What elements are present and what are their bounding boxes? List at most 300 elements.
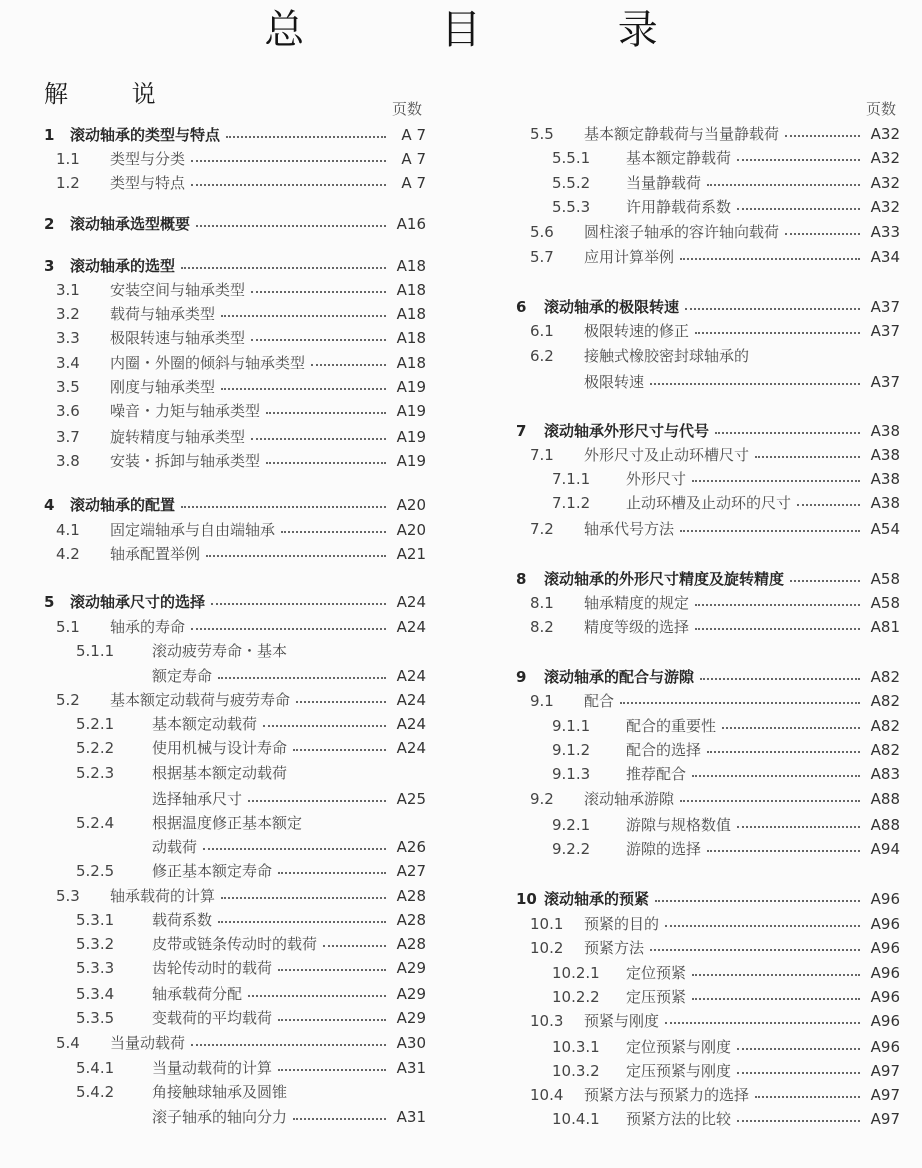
toc-entry[interactable] xyxy=(552,814,900,836)
toc-entry-title: 当量动载荷的计算 xyxy=(152,1059,273,1077)
toc-entry-number: 7.2 xyxy=(530,520,554,538)
toc-entry-page: A24 xyxy=(396,691,426,709)
toc-entry-page: A24 xyxy=(396,667,426,685)
toc-entry-number: 3.5 xyxy=(56,378,80,396)
toc-entry-title: 使用机械与设计寿命 xyxy=(152,739,288,757)
dot-leader xyxy=(737,1048,860,1050)
toc-entry-page: A96 xyxy=(870,1012,900,1030)
toc-chapter-entry[interactable] xyxy=(44,494,426,516)
toc-entry-title: 外形尺寸 xyxy=(626,470,687,488)
toc-entry-title: 精度等级的选择 xyxy=(584,618,690,636)
toc-entry-title: 游隙的选择 xyxy=(626,840,702,858)
toc-entry-page: A96 xyxy=(870,1038,900,1056)
toc-entry-page: A96 xyxy=(870,939,900,957)
toc-entry-page: A37 xyxy=(870,298,900,316)
toc-entry-number: 4.1 xyxy=(56,521,80,539)
toc-entry[interactable] xyxy=(552,492,900,514)
toc-entry-title: 滚子轴承的轴向分力 xyxy=(152,1108,288,1126)
dot-leader xyxy=(248,800,386,802)
dot-leader xyxy=(722,727,860,729)
dot-leader xyxy=(692,998,860,1000)
dot-leader xyxy=(692,480,860,482)
toc-entry-page: A20 xyxy=(396,496,426,514)
dot-leader xyxy=(293,749,386,751)
toc-entry-title: 额定寿命 xyxy=(152,667,213,685)
toc-chapter-entry[interactable] xyxy=(516,568,900,590)
toc-entry-page: A20 xyxy=(396,521,426,539)
toc-entry-number: 9 xyxy=(516,668,527,686)
toc-entry-number: 5.2.5 xyxy=(76,862,115,880)
toc-entry[interactable] xyxy=(76,983,426,1005)
toc-entry[interactable] xyxy=(530,320,900,342)
toc-entry[interactable] xyxy=(530,123,900,145)
toc-entry-number: 5.4 xyxy=(56,1034,80,1052)
toc-entry-page: A82 xyxy=(870,741,900,759)
dot-leader xyxy=(248,995,386,997)
toc-entry-page: A96 xyxy=(870,890,900,908)
toc-entry[interactable] xyxy=(552,172,900,194)
toc-entry-number: 10.4 xyxy=(530,1086,564,1104)
toc-entry[interactable] xyxy=(552,468,900,490)
toc-entry-page: A38 xyxy=(870,494,900,512)
toc-entry-page: A19 xyxy=(396,402,426,420)
dot-leader xyxy=(263,725,386,727)
toc-entry-title: 当量静载荷 xyxy=(626,174,702,192)
toc-entry-page: A82 xyxy=(870,717,900,735)
toc-entry-page: A97 xyxy=(870,1062,900,1080)
toc-entry-title: 根据温度修正基本额定 xyxy=(152,814,303,832)
toc-chapter-entry[interactable] xyxy=(44,591,426,613)
toc-entry-page: A18 xyxy=(396,257,426,275)
toc-entry-title: 滚动轴承的极限转速 xyxy=(544,298,680,316)
toc-entry[interactable] xyxy=(530,690,900,712)
toc-entry-number: 5.6 xyxy=(530,223,554,241)
page-col-header-right: 页数 xyxy=(866,100,897,118)
toc-entry-title: 滚动轴承游隙 xyxy=(584,790,675,808)
toc-entry[interactable] xyxy=(76,713,426,735)
dot-leader xyxy=(680,800,860,802)
toc-entry[interactable] xyxy=(76,1057,426,1079)
dot-leader xyxy=(191,160,386,162)
toc-entry-title: 定压预紧与刚度 xyxy=(626,1062,732,1080)
toc-entry-number: 9.2.1 xyxy=(552,816,591,834)
dot-leader xyxy=(737,1072,860,1074)
dot-leader xyxy=(715,432,860,434)
toc-chapter-entry[interactable] xyxy=(44,255,426,277)
toc-entry-number: 1.1 xyxy=(56,150,80,168)
toc-entry-page: A31 xyxy=(396,1108,426,1126)
dot-leader xyxy=(221,897,386,899)
toc-entry[interactable] xyxy=(530,345,900,367)
toc-entry[interactable] xyxy=(56,885,426,907)
toc-entry-title: 许用静载荷系数 xyxy=(626,198,732,216)
toc-entry-number: 5.3.2 xyxy=(76,935,115,953)
toc-entry-number: 5 xyxy=(44,593,55,611)
toc-entry-title: 轴承配置举例 xyxy=(110,545,201,563)
toc-entry-page: A33 xyxy=(870,223,900,241)
page-col-header-left: 页数 xyxy=(392,100,423,118)
toc-entry-page: A29 xyxy=(396,959,426,977)
toc-entry-page: A19 xyxy=(396,428,426,446)
toc-entry[interactable] xyxy=(76,788,426,810)
dot-leader xyxy=(293,1118,386,1120)
toc-entry-number: 9.1 xyxy=(530,692,554,710)
toc-entry[interactable] xyxy=(76,640,426,662)
toc-entry-page: A 7 xyxy=(401,150,426,168)
toc-entry-number: 5.2 xyxy=(56,691,80,709)
section-title: 解 说 xyxy=(44,80,184,108)
toc-entry-number: 9.1.1 xyxy=(552,717,591,735)
toc-entry-number: 5.3.3 xyxy=(76,959,115,977)
toc-entry-number: 10.2.1 xyxy=(552,964,600,982)
toc-entry[interactable] xyxy=(530,518,900,540)
toc-entry-title: 根据基本额定动载荷 xyxy=(152,764,288,782)
toc-entry-page: A82 xyxy=(870,668,900,686)
toc-entry-title: 预紧与刚度 xyxy=(584,1012,660,1030)
toc-entry[interactable] xyxy=(530,444,900,466)
toc-entry-number: 9.2 xyxy=(530,790,554,808)
toc-entry[interactable] xyxy=(56,352,426,374)
toc-entry-page: A54 xyxy=(870,520,900,538)
toc-entry-number: 7.1 xyxy=(530,446,554,464)
toc-chapter-entry[interactable] xyxy=(44,124,426,146)
toc-entry[interactable] xyxy=(530,937,900,959)
toc-entry[interactable] xyxy=(76,860,426,882)
dot-leader xyxy=(707,751,860,753)
toc-entry[interactable] xyxy=(552,147,900,169)
dot-leader xyxy=(785,135,860,137)
toc-entry-number: 10.3 xyxy=(530,1012,564,1030)
toc-entry-number: 3.4 xyxy=(56,354,80,372)
toc-entry[interactable] xyxy=(76,836,426,858)
toc-entry-number: 5.3.1 xyxy=(76,911,115,929)
dot-leader xyxy=(266,412,386,414)
toc-entry-number: 5.1.1 xyxy=(76,642,115,660)
toc-entry[interactable] xyxy=(56,327,426,349)
toc-chapter-entry[interactable] xyxy=(516,888,900,910)
toc-entry[interactable] xyxy=(552,1036,900,1058)
toc-entry-title: 外形尺寸及止动环槽尺寸 xyxy=(584,446,750,464)
dot-leader xyxy=(211,603,386,605)
toc-entry-title: 滚动轴承的选型 xyxy=(70,257,176,275)
toc-entry[interactable] xyxy=(530,371,900,393)
toc-entry-title: 类型与特点 xyxy=(110,174,186,192)
toc-entry[interactable] xyxy=(76,1007,426,1029)
toc-chapter-entry[interactable] xyxy=(44,213,426,235)
toc-entry-page: A32 xyxy=(870,149,900,167)
dot-leader xyxy=(785,233,860,235)
dot-leader xyxy=(191,1044,386,1046)
toc-entry-page: A30 xyxy=(396,1034,426,1052)
toc-entry-title: 圆柱滚子轴承的容许轴向载荷 xyxy=(584,223,780,241)
toc-entry-number: 7 xyxy=(516,422,527,440)
toc-entry[interactable] xyxy=(56,172,426,194)
dot-leader xyxy=(695,628,860,630)
toc-entry-title: 配合的选择 xyxy=(626,741,702,759)
toc-entry[interactable] xyxy=(56,303,426,325)
toc-entry-title: 基本额定动载荷与疲劳寿命 xyxy=(110,691,291,709)
toc-entry-page: A29 xyxy=(396,1009,426,1027)
toc-entry-title: 固定端轴承与自由端轴承 xyxy=(110,521,276,539)
toc-entry-number: 5.4.1 xyxy=(76,1059,115,1077)
toc-entry[interactable] xyxy=(76,1081,426,1103)
dot-leader xyxy=(680,530,860,532)
toc-entry[interactable] xyxy=(56,376,426,398)
dot-leader xyxy=(181,506,386,508)
toc-entry[interactable] xyxy=(530,221,900,243)
toc-entry-page: A88 xyxy=(870,790,900,808)
toc-entry[interactable] xyxy=(530,1084,900,1106)
toc-entry-page: A 7 xyxy=(401,126,426,144)
toc-entry-page: A21 xyxy=(396,545,426,563)
dot-leader xyxy=(278,1019,386,1021)
toc-entry-number: 3 xyxy=(44,257,55,275)
toc-entry-title: 齿轮传动时的载荷 xyxy=(152,959,273,977)
toc-entry-number: 5.5.2 xyxy=(552,174,591,192)
toc-entry-page: A24 xyxy=(396,618,426,636)
toc-entry-page: A94 xyxy=(870,840,900,858)
toc-entry-title: 载荷与轴承类型 xyxy=(110,305,216,323)
toc-entry[interactable] xyxy=(56,148,426,170)
toc-entry-page: A96 xyxy=(870,988,900,1006)
toc-entry-title: 滚动轴承的配合与游隙 xyxy=(544,668,695,686)
toc-entry-page: A31 xyxy=(396,1059,426,1077)
toc-entry-number: 10.4.1 xyxy=(552,1110,600,1128)
toc-entry[interactable] xyxy=(76,1106,426,1128)
toc-entry-title: 角接触球轴承及圆锥 xyxy=(152,1083,288,1101)
toc-entry-title: 滚动轴承的外形尺寸精度及旋转精度 xyxy=(544,570,785,588)
toc-entry-title: 轴承精度的规定 xyxy=(584,594,690,612)
toc-entry-title: 配合的重要性 xyxy=(626,717,717,735)
toc-entry-number: 10.3.1 xyxy=(552,1038,600,1056)
toc-entry[interactable] xyxy=(552,739,900,761)
toc-entry-title: 滚动轴承的类型与特点 xyxy=(70,126,221,144)
toc-entry-page: A18 xyxy=(396,354,426,372)
toc-entry-title: 预紧的目的 xyxy=(584,915,660,933)
toc-entry-page: A81 xyxy=(870,618,900,636)
toc-entry[interactable] xyxy=(56,519,426,541)
toc-entry-page: A96 xyxy=(870,915,900,933)
toc-entry-number: 5.2.2 xyxy=(76,739,115,757)
toc-entry-title: 轴承的寿命 xyxy=(110,618,186,636)
toc-entry-number: 9.1.3 xyxy=(552,765,591,783)
toc-entry-page: A38 xyxy=(870,422,900,440)
toc-entry-title: 滚动疲劳寿命・基本 xyxy=(152,642,288,660)
toc-entry[interactable] xyxy=(56,426,426,448)
toc-entry-title: 基本额定静载荷与当量静载荷 xyxy=(584,125,780,143)
toc-entry-number: 9.2.2 xyxy=(552,840,591,858)
dot-leader xyxy=(692,974,860,976)
toc-entry-number: 8 xyxy=(516,570,527,588)
toc-entry[interactable] xyxy=(530,788,900,810)
toc-entry[interactable] xyxy=(552,763,900,785)
toc-entry[interactable] xyxy=(76,933,426,955)
toc-entry-title: 动载荷 xyxy=(152,838,198,856)
toc-entry-title: 轴承载荷分配 xyxy=(152,985,243,1003)
toc-entry-page: A29 xyxy=(396,985,426,1003)
toc-entry[interactable] xyxy=(56,689,426,711)
dot-leader xyxy=(296,701,386,703)
toc-entry[interactable] xyxy=(530,616,900,638)
dot-leader xyxy=(665,925,860,927)
toc-entry-title: 安装・拆卸与轴承类型 xyxy=(110,452,261,470)
toc-entry[interactable] xyxy=(56,450,426,472)
toc-chapter-entry[interactable] xyxy=(516,666,900,688)
toc-entry-title: 刚度与轴承类型 xyxy=(110,378,216,396)
toc-entry-number: 6.1 xyxy=(530,322,554,340)
toc-entry[interactable] xyxy=(552,962,900,984)
toc-entry-title: 轴承载荷的计算 xyxy=(110,887,216,905)
dot-leader xyxy=(707,184,860,186)
toc-entry-page: A38 xyxy=(870,446,900,464)
dot-leader xyxy=(196,225,386,227)
dot-leader xyxy=(737,1120,860,1122)
toc-entry-page: A37 xyxy=(870,373,900,391)
toc-entry[interactable] xyxy=(56,400,426,422)
toc-entry[interactable] xyxy=(56,1032,426,1054)
toc-entry[interactable] xyxy=(552,196,900,218)
dot-leader xyxy=(251,438,386,440)
toc-entry[interactable] xyxy=(552,1060,900,1082)
toc-entry-page: A83 xyxy=(870,765,900,783)
toc-entry-number: 8.1 xyxy=(530,594,554,612)
toc-entry[interactable] xyxy=(530,1010,900,1032)
toc-entry-title: 变载荷的平均载荷 xyxy=(152,1009,273,1027)
toc-entry-page: A18 xyxy=(396,329,426,347)
toc-entry-title: 止动环槽及止动环的尺寸 xyxy=(626,494,792,512)
dot-leader xyxy=(221,315,386,317)
toc-entry-number: 6 xyxy=(516,298,527,316)
toc-entry[interactable] xyxy=(530,913,900,935)
toc-entry-title: 滚动轴承外形尺寸与代号 xyxy=(544,422,710,440)
dot-leader xyxy=(221,388,386,390)
toc-entry-number: 1 xyxy=(44,126,55,144)
dot-leader xyxy=(707,850,860,852)
toc-entry-title: 滚动轴承尺寸的选择 xyxy=(70,593,206,611)
toc-entry-number: 5.3.5 xyxy=(76,1009,115,1027)
toc-entry-page: A26 xyxy=(396,838,426,856)
toc-entry-page: A24 xyxy=(396,715,426,733)
dot-leader xyxy=(191,628,386,630)
toc-entry[interactable] xyxy=(56,279,426,301)
toc-entry-page: A18 xyxy=(396,305,426,323)
toc-entry-title: 载荷系数 xyxy=(152,911,213,929)
toc-entry-number: 5.2.4 xyxy=(76,814,115,832)
toc-entry-number: 8.2 xyxy=(530,618,554,636)
toc-entry[interactable] xyxy=(76,665,426,687)
toc-entry-title: 游隙与规格数值 xyxy=(626,816,732,834)
toc-chapter-entry[interactable] xyxy=(516,296,900,318)
toc-entry[interactable] xyxy=(56,616,426,638)
toc-entry-number: 2 xyxy=(44,215,55,233)
toc-entry-number: 5.2.1 xyxy=(76,715,115,733)
toc-entry-title: 旋转精度与轴承类型 xyxy=(110,428,246,446)
toc-entry-page: A34 xyxy=(870,248,900,266)
toc-entry-title: 类型与分类 xyxy=(110,150,186,168)
dot-leader xyxy=(278,969,386,971)
toc-entry[interactable] xyxy=(530,246,900,268)
toc-entry[interactable] xyxy=(76,957,426,979)
toc-entry-number: 5.7 xyxy=(530,248,554,266)
dot-leader xyxy=(797,504,860,506)
toc-entry[interactable] xyxy=(552,1108,900,1130)
dot-leader xyxy=(695,604,860,606)
dot-leader xyxy=(680,258,860,260)
toc-entry-number: 5.5 xyxy=(530,125,554,143)
dot-leader xyxy=(251,291,386,293)
toc-entry-number: 10.3.2 xyxy=(552,1062,600,1080)
toc-entry[interactable] xyxy=(76,812,426,834)
toc-entry-page: A32 xyxy=(870,125,900,143)
toc-entry-number: 10.2.2 xyxy=(552,988,600,1006)
dot-leader xyxy=(206,555,386,557)
toc-entry-title: 定位预紧 xyxy=(626,964,687,982)
dot-leader xyxy=(695,332,860,334)
toc-entry[interactable] xyxy=(552,986,900,1008)
toc-entry-number: 3.3 xyxy=(56,329,80,347)
toc-chapter-entry[interactable] xyxy=(516,420,900,442)
toc-entry[interactable] xyxy=(76,737,426,759)
toc-entry-number: 5.2.3 xyxy=(76,764,115,782)
toc-entry-page: A37 xyxy=(870,322,900,340)
dot-leader xyxy=(323,945,386,947)
toc-entry[interactable] xyxy=(76,909,426,931)
dot-leader xyxy=(281,531,386,533)
dot-leader xyxy=(790,580,860,582)
toc-entry-title: 选择轴承尺寸 xyxy=(152,790,243,808)
toc-entry-number: 9.1.2 xyxy=(552,741,591,759)
toc-entry-number: 5.5.3 xyxy=(552,198,591,216)
toc-entry-page: A28 xyxy=(396,911,426,929)
toc-entry-title: 配合 xyxy=(584,692,615,710)
dot-leader xyxy=(650,949,860,951)
toc-entry-title: 安装空间与轴承类型 xyxy=(110,281,246,299)
toc-entry[interactable] xyxy=(552,715,900,737)
dot-leader xyxy=(665,1022,860,1024)
toc-entry-number: 4 xyxy=(44,496,55,514)
dot-leader xyxy=(218,677,386,679)
dot-leader xyxy=(251,339,386,341)
dot-leader xyxy=(655,900,860,902)
toc-entry-title: 当量动载荷 xyxy=(110,1034,186,1052)
toc-entry[interactable] xyxy=(76,762,426,784)
dot-leader xyxy=(311,364,386,366)
toc-entry-title: 应用计算举例 xyxy=(584,248,675,266)
dot-leader xyxy=(218,921,386,923)
toc-entry-number: 10.1 xyxy=(530,915,564,933)
toc-entry-number: 1.2 xyxy=(56,174,80,192)
toc-entry[interactable] xyxy=(56,543,426,565)
toc-entry-title: 预紧方法 xyxy=(584,939,645,957)
toc-entry-page: A 7 xyxy=(401,174,426,192)
toc-entry-title: 极限转速与轴承类型 xyxy=(110,329,246,347)
toc-entry[interactable] xyxy=(530,592,900,614)
toc-entry[interactable] xyxy=(552,838,900,860)
dot-leader xyxy=(191,184,386,186)
toc-entry-number: 7.1.1 xyxy=(552,470,591,488)
toc-entry-title: 滚动轴承选型概要 xyxy=(70,215,191,233)
toc-entry-title: 定压预紧 xyxy=(626,988,687,1006)
dot-leader xyxy=(755,1096,860,1098)
toc-entry-number: 5.1 xyxy=(56,618,80,636)
toc-entry-number: 3.8 xyxy=(56,452,80,470)
toc-entry-page: A27 xyxy=(396,862,426,880)
toc-entry-number: 7.1.2 xyxy=(552,494,591,512)
toc-entry-number: 5.3 xyxy=(56,887,80,905)
toc-entry-number: 5.4.2 xyxy=(76,1083,115,1101)
toc-entry-title: 接触式橡胶密封球轴承的 xyxy=(584,347,750,365)
toc-entry-page: A19 xyxy=(396,452,426,470)
